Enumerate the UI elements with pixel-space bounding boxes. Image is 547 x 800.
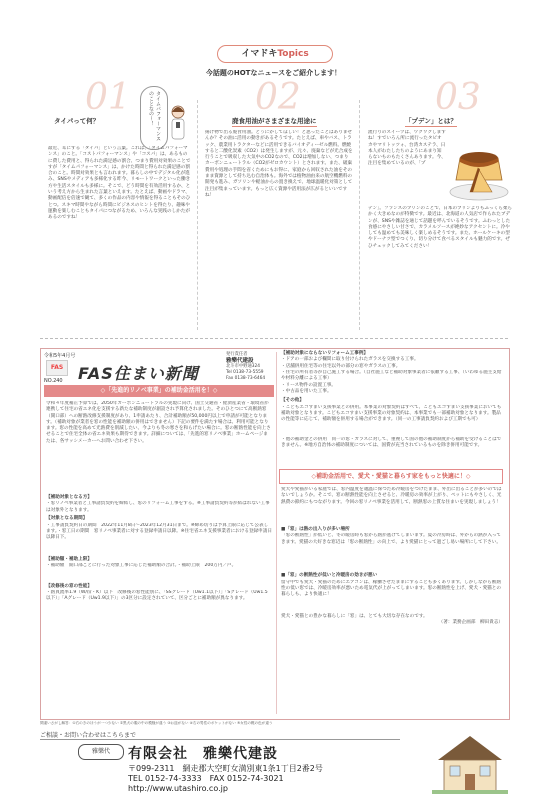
- article-3-body-a: 流行りのスイーツは、ワクワクしますね！すでいろん所に流行ったタピオカやマリトッツォ、台湾カステラ、日本人がわたしたちのようにあまり知らないものもたくさんあります。今、注目を集めているのが、「プ: [368, 130, 446, 167]
- right-pet-heading: ■「窓」は熱の出入りが多い場所: [281, 527, 350, 532]
- publisher-address: 北斗市中野通324: [226, 364, 260, 369]
- article-3-body-b: デン」。フランスのプリンのことで、日本のプリンよりもふっくら柔らかく大きめなのが特徴です。最近は、北海道の人気店で作られたブデンが、SNSや雑誌を通じて話題を呼んでいるそうです。ふわっとした食感にやさしい甘さで、カラメルソースが絶妙なアクセントに。冷やしても温めても美味しく楽しめるそうです。また、ホールケーキの型やドーナツ型でつくり、切り分けて食べるスタイルも魅力的です。ぜひチェックしてみてください！: [368, 206, 512, 249]
- section-text: ・熱貫流率1.9（W/㎡・K）以下 改修後の窓性能別に、「SSグレード（Uw1.1以下）」「Sグレード（Uw1.5以下）」「Aグレード（Uw1.9以下）」の3区分に設定されていて、区分ごとに補助額が異なります。: [46, 590, 268, 602]
- puzzle-answer-note: 間違いさがし解答：①右のきのほうが一つ少ない ②黒犬の服の中の模様が違う ③お皿がない ④右の男性のポケットがない ⑤女性の靴の色が違う: [40, 721, 273, 725]
- speech-bubble-text: タイムパフォーマンスのことなの～！: [148, 91, 161, 141]
- section-text: ・補助額 開口部ごとに行った対象工事に応じた補助額の合計。・補助上限 200万円／戸。: [46, 562, 237, 568]
- article-2-body: 揚げ物で出る廃食用油。どうにかしてほしい！と思ったことはありませんか？その油に活用の動きがあるそうです。たとえば、車やバス、トラック、農業用トラクターなどに活用できるバイオディーゼル燃料。燃焼すると二酸化炭素（CO2）は発生しますが、元々、廃棄などが光合成を行うことで吸収した大気中のCO2なので、CO2は増加しない、つまりカーボンニュートラル（CO2がゼロカウント）とされます。また、破棄費用や処理の手間を省くためにもお得に、家庭から回収された油をそのまま資源として持ち込む自治体も。海外では植物油由来の航空機燃料の開発も進み、ガソリンや軽油からの置き換えで、地球温暖化対策として注目が集まっています。もっと広く資源や活用法が広がるといいですね！: [205, 130, 353, 198]
- publisher-tel: Tel 0138-73-5559: [226, 370, 264, 375]
- section-heading: 【対象となる期間】: [46, 516, 88, 522]
- publisher-name: 雅樂代建設: [226, 358, 254, 364]
- contact-label: ご相談・お問い合わせはこちらまで: [40, 732, 137, 739]
- topics-title-suffix: Topics: [277, 49, 309, 59]
- right-other-item: ・こどもエコすまい支援事業との併用。本事業の対象契約はすべて、こどもエコすまい支援事業においても補助対象となります。こどもエコすまい支援事業の対象契約は、本事業でも一部補助対象となります。製品の性能等に応じて、補助額を併用する場合ができます。（同一の工事請負契約および工期でも可）: [281, 404, 502, 423]
- article-1-body: 最近、耳にする「タイパ」という言葉。これは、「タイムパフォーマンス」のこと。「コストパフォーマンス」や「コスパ」は、あるものに費した費用と、得られた満足感の割合、つまり費用対効果のことですが「タイムパフォーマンス」は、かけた時間と得られた満足感の割合のこと。時間対効果とも言われます。暮らしの中でデジタル化が進み、SNSやメディアも多様化する昨今、リモートワークといった働き方や生活スタイルも多様に。そこで、どう時間を有効活用するか、という考え方から生まれた言葉といえます。たとえば、動画やドラマ、動画配信を倍速で観て、多くの作品の内容や情報を得ることもそのひとつ。スキマ時間やながら時間にビジネスのヒントを得たり、趣味や運動を楽しむこともタイパにつながるため、いろんな実践のしかたがあるのですね！: [48, 146, 191, 221]
- house-illustration: [430, 732, 510, 796]
- right-pet-text: 留守中でも愛犬・愛猫のためにエアコンは、稼働させたままにすることも多くあります。しかしながら断熱性の低い窓では、冷暖房効率が悪いため電気代が上がってしまいます。窓の断熱性を上げ、愛犬・愛猫との暮らしも、より快適に！: [281, 579, 501, 598]
- left-body: 令和４年度補正予算では、2050年カーボンニュートラルの実現に向け、国土交通省・経済産業省・環境省が連携して住宅の省エネ化を支援する新たな補助制度が創設され予算化されました。そのひとつにて高断熱窓（開口部）への断熱改修支援制度があり、1申請あたり、合計補助額が50,000円以上で申請が可能となります。（補助対象が業者を窓の性能を補助額の併用はできません）下記の要件を満たす場合は、利用可能となります。窓の性能を高めて光熱費を削減したい、今よりも冬の寒さを和らげたい場合に。窓の断熱性能を向上させることで住宅全体の省エネ効果も期待できます。詳細については、「先進的窓リノベ事業」ホームページまたは、各サッシメーカーへお問い合わせ下さい。: [46, 401, 271, 444]
- right-top-item: ・リース物件の設置工事。: [281, 382, 336, 388]
- newsletter-divider: [276, 352, 277, 714]
- footer-line: [40, 739, 400, 740]
- left-heading-bar: ◇「先進的リノベ事業」の補助金活用を！◇: [44, 385, 274, 397]
- left-sections: [46, 495, 272, 628]
- topics-title: [217, 45, 333, 63]
- article-1-number: 01: [85, 77, 131, 118]
- company-url[interactable]: http://www.utashiro.co.jp: [128, 784, 228, 793]
- right-pet-block: [281, 487, 503, 626]
- article-3-title: 「プデン」とは？: [405, 117, 457, 125]
- section-text: ・窓リノベ事業者と工事請負契約を締結し、窓のリフォーム工事をする。※工事請負契約等が結ばれない工事は対象外となります。: [46, 501, 270, 513]
- company-logo: 雅樂代: [78, 744, 124, 760]
- right-top-heading: 【補助対象にならないリフォーム工事例】: [281, 351, 369, 356]
- speech-bubble: [140, 86, 168, 150]
- company-contact: [128, 764, 323, 794]
- right-other-item: ・他の補助金との併用 同一の窓・ガラスに対して、重複して国の他の補助制度から補助を受けることはできません。※地方自治体の補助制度については、国費が充当されているものを除き併用可能です。: [281, 436, 502, 449]
- right-pet-ending: 愛犬・愛猫との豊かな暮らしに「窓」は、とても大切な存在なのです。: [281, 613, 428, 619]
- company-phone: TEL 0152-74-3333 FAX 0152-74-3021: [128, 774, 284, 783]
- section-divider: [40, 338, 508, 339]
- right-top-item: ・中古品を用いた工事。: [281, 389, 332, 395]
- article-2-number: 02: [255, 77, 301, 118]
- right-top-item: ・ドアの一部および欄間に取り付けられたガラスを交換する工事。: [281, 357, 419, 363]
- right-heading-bar: ◇補助金活用で、愛犬・愛猫と暮らす家をもっと快適に！◇: [279, 469, 503, 484]
- right-top-item: ・住宅の所有者等が自己施工する場合。（自社施工など補助対象事業者に依頼する工事、（いわゆる施主支給や材料分離による工事）: [281, 369, 502, 382]
- right-top-block: [281, 351, 503, 463]
- topics-subtitle: 今話題のHOTなニュースをご紹介します！: [205, 69, 342, 77]
- woman-illustration: [166, 104, 190, 144]
- publisher-fax: Fax 0138-73-6464: [226, 376, 266, 381]
- column-divider: [359, 100, 360, 330]
- right-other-heading: 【その他】: [281, 398, 304, 404]
- topics-title-prefix: イマドキ: [241, 49, 278, 59]
- right-pet-text: 「窓の断熱性」が低いと、冬の暖房時も窓から熱が逃げてしまいます。夏の冷房時は、外からの熱が入ってきます。愛猫の大好きな窓辺は「窓の断熱性」の向上で、より愛猫にとって過ごし易い場所にして下さい。: [281, 533, 502, 545]
- column-divider: [197, 100, 198, 330]
- newsletter-issue: 令和5年4月号: [44, 353, 76, 359]
- article-1-title: タイパって何？: [54, 117, 100, 125]
- publisher-label: 発行責任者: [226, 352, 248, 357]
- publisher-block: [226, 352, 265, 382]
- section-heading: 【補助対象となる方】: [46, 495, 92, 500]
- fas-logo: FAS: [46, 360, 68, 376]
- section-text: ・工事請負契約日の期間 2022年11月8日〜2023年12月31日まで。※締め切りは予算上限に応じて公表します。・窓工日の期間 窓リノベ事業者に対する登録申請日以降。※住宅省エネ支援事業者における登録申請日以降日下。: [46, 522, 272, 541]
- right-top-item: ・店舗併用住宅等の住宅以外の部分の窓やガラスの工事。: [281, 363, 401, 369]
- newsletter-number: NO.240: [44, 378, 63, 384]
- section-heading: 【補助額・補助上限】: [46, 556, 92, 562]
- pudding-illustration: [448, 138, 510, 202]
- company-name: 有限会社 雅樂代建設: [128, 746, 278, 762]
- right-pet-body: 愛犬や愛猫がいる家庭では、窓内温度を適温に保つため冷暖房をつけたまま、外出に出ることが多いのではないでしょうか。そこで、窓の断熱性能を向上させると、冷暖房の効率が上がり、ペットにもやさしく、光熱費の節約にもつながります。今回の窓リノベ事業を活用して、断熱窓の上質な住まいを実現しましょう！: [281, 487, 502, 505]
- section-heading: 【改修後の窓の性能】: [46, 583, 92, 589]
- right-pet-signature: （著：業務企画部 柳田貴志）: [438, 619, 503, 625]
- newsletter-title: FAS住まい新聞: [78, 364, 199, 383]
- company-address: 〒099-2311 網走郡大空町女満別東1条1丁目2番2号: [128, 764, 323, 773]
- article-3-number: 03: [435, 77, 481, 118]
- article-2-title: 廃食用油がさまざまな用途に: [232, 117, 317, 125]
- right-pet-heading: ■「窓」の断熱性が低いと冷暖房の効きが悪い: [281, 573, 378, 579]
